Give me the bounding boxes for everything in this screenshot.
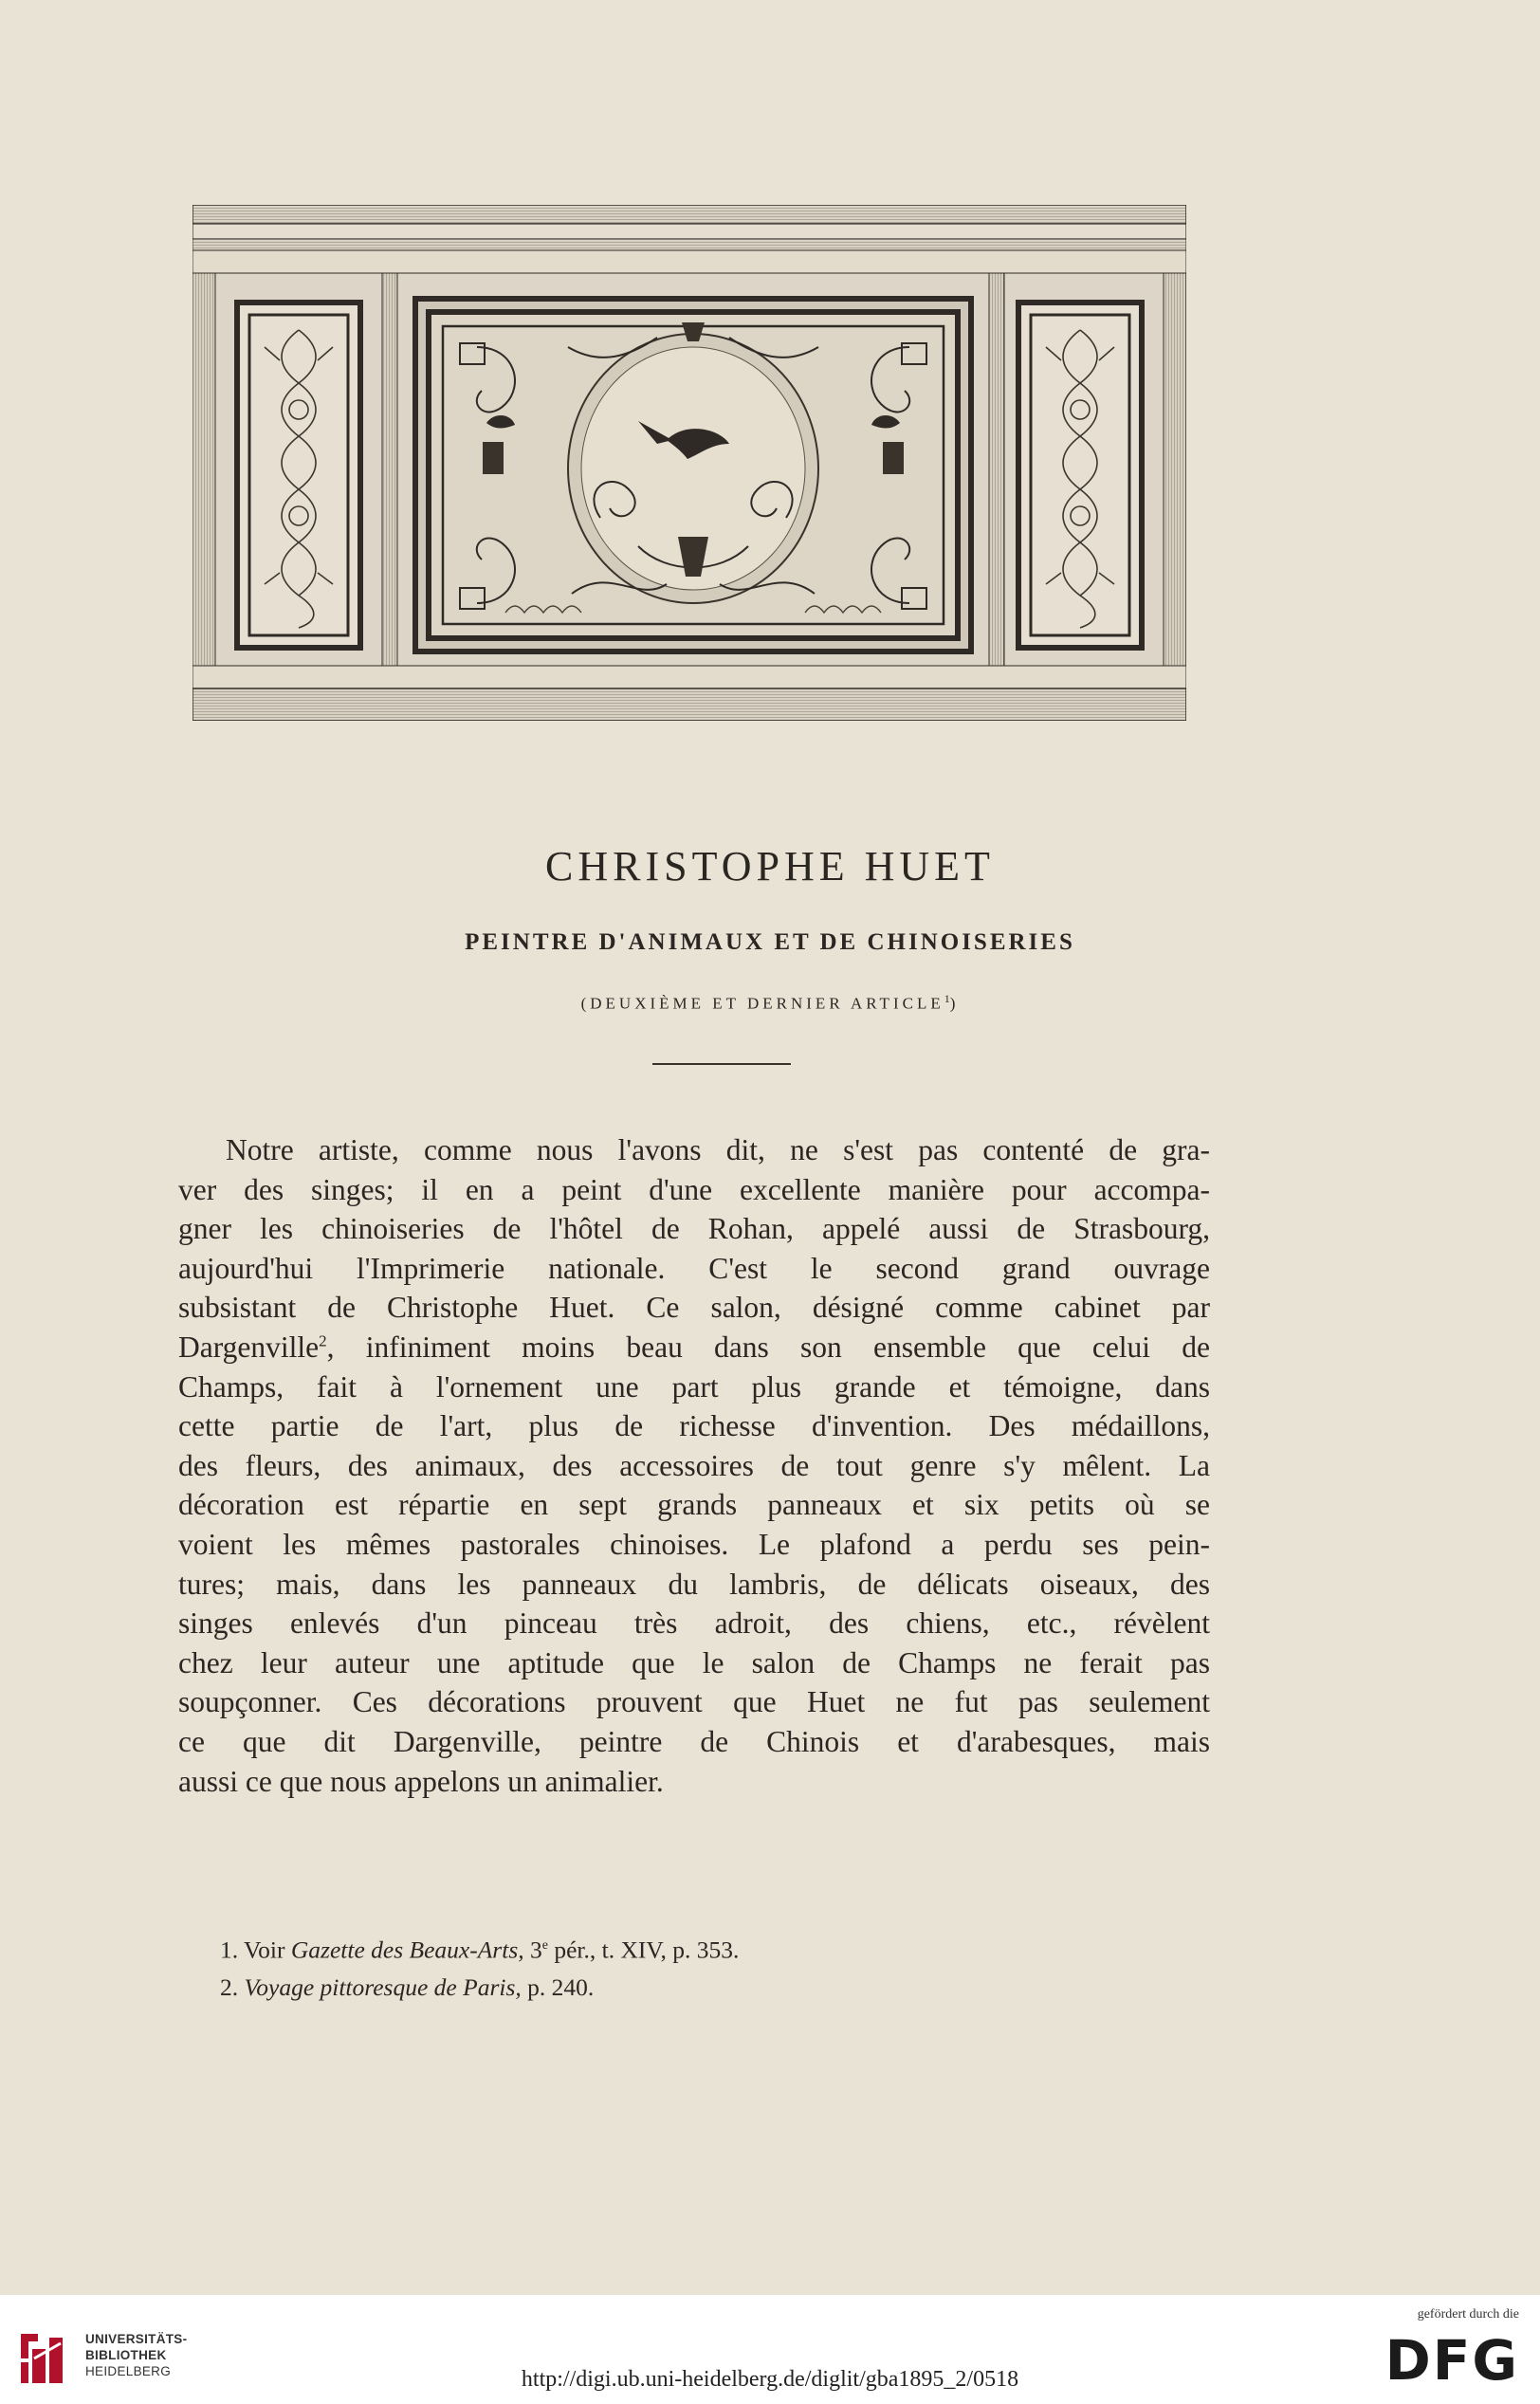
footnote-prefix: Voir xyxy=(244,1936,285,1964)
footnote-journal-title: Gazette des Beaux-Arts, xyxy=(290,1936,524,1964)
footnote-superscript: e xyxy=(541,1938,548,1953)
engraved-wall-panel-illustration xyxy=(192,205,1186,721)
body-line: chez leur auteur une aptitude que le salon de Champs ne ferait pas xyxy=(178,1645,1210,1679)
footnote-ref-1: 1 xyxy=(944,992,950,1005)
body-line-rest: , infiniment moins beau dans son ensemble que celui de xyxy=(326,1330,1210,1364)
body-line: ver des singes; il en a peint d'une excellente manière pour accompa- xyxy=(178,1172,1210,1206)
body-line: gner les chinoiseries de l'hôtel de Rohan, appelé aussi de Strasbourg, xyxy=(178,1212,1210,1246)
body-line: des fleurs, des animaux, des accessoires de tout genre s'y mêlent. La xyxy=(178,1448,1210,1482)
body-line: aussi ce que nous appelons un animalier. xyxy=(178,1764,664,1798)
body-line-with-footnote xyxy=(178,1328,1210,1367)
footnote-1 xyxy=(220,1927,1073,1969)
funded-by-label: gefördert durch die xyxy=(1417,2307,1519,2321)
digital-library-url-link[interactable]: http://digi.ub.uni-heidelberg.de/diglit/gba1895_2/0518 xyxy=(521,2367,1019,2392)
footnotes xyxy=(220,1927,1073,2006)
body-line: aujourd'hui l'Imprimerie nationale. C'est le second grand ouvrage xyxy=(178,1251,1210,1285)
body-line: tures; mais, dans les panneaux du lambris, de délicats oiseaux, des xyxy=(178,1567,1210,1601)
institution-line: UNIVERSITÄTS- xyxy=(85,2332,188,2346)
series-note xyxy=(0,992,1540,1014)
footnote-number: 2. xyxy=(220,1973,239,2001)
body-line: soupçonner. Ces décorations prouvent que Huet ne fut pas seulement xyxy=(178,1685,1210,1719)
footnote-period-number: 3 xyxy=(530,1936,542,1964)
footnote-number: 1. xyxy=(220,1936,239,1964)
footnote-citation: p. 240. xyxy=(527,1973,595,2001)
body-paragraph xyxy=(178,1130,1210,1801)
body-line: singes enlevés d'un pinceau très adroit, des chiens, etc., révèlent xyxy=(178,1606,1210,1641)
body-line: Notre artiste, comme nous l'avons dit, ne s'est pas contenté de gra- xyxy=(226,1133,1210,1166)
footnote-ref-2: 2 xyxy=(319,1331,327,1350)
body-line: subsistant de Christophe Huet. Ce salon, désigné comme cabinet par xyxy=(178,1291,1210,1325)
article-title: CHRISTOPHE HUET xyxy=(545,843,995,890)
series-note-close: ) xyxy=(949,994,960,1013)
series-note-text: (DEUXIÈME ET DERNIER ARTICLE xyxy=(580,994,944,1013)
footnote-citation: pér., t. XIV, p. 353. xyxy=(554,1936,740,1964)
footnote-book-title: Voyage pittoresque de Paris, xyxy=(244,1973,522,2001)
article-subtitle: PEINTRE D'ANIMAUX ET DE CHINOISERIES xyxy=(465,929,1075,955)
footnote-2 xyxy=(220,1969,1073,2006)
institution-line: BIBLIOTHEK xyxy=(85,2348,167,2362)
body-line: ce que dit Dargenville, peintre de Chinois et d'arabesques, mais xyxy=(178,1724,1210,1758)
funder-logo-text: DFG xyxy=(1384,2328,1519,2393)
body-line: décoration est répartie en sept grands panneaux et six petits où se xyxy=(178,1488,1210,1522)
body-line: voient les mêmes pastorales chinoises. Le plafond a perdu ses pein- xyxy=(178,1527,1210,1561)
body-line: cette partie de l'art, plus de richesse d'invention. Des médaillons, xyxy=(178,1409,1210,1443)
body-line: Champs, fait à l'ornement une part plus grande et témoigne, dans xyxy=(178,1369,1210,1404)
title-divider xyxy=(652,1063,791,1065)
institution-line: HEIDELBERG xyxy=(85,2364,172,2378)
body-line-start: Dargenville xyxy=(178,1330,320,1364)
